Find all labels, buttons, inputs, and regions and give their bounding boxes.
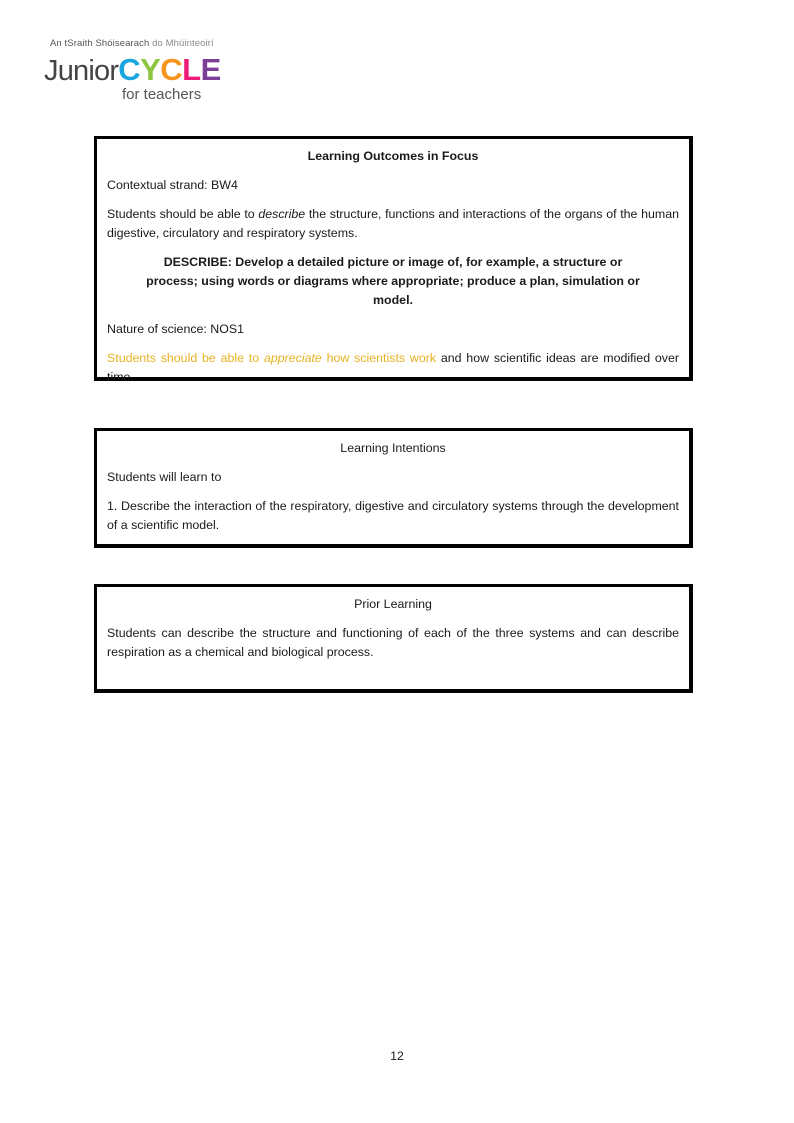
nos-text-emphasis: appreciate bbox=[263, 351, 322, 365]
lo-text-emphasis: describe bbox=[258, 207, 306, 221]
contextual-strand: Contextual strand: BW4 bbox=[107, 178, 238, 192]
logo-tagline-light: do Mhúinteoirí bbox=[152, 38, 214, 49]
prior-learning-box bbox=[94, 584, 693, 693]
logo-cycle bbox=[118, 52, 221, 87]
nos-text-pre: Students should be able to bbox=[107, 351, 264, 365]
logo-cycle-letter: C bbox=[160, 52, 183, 87]
prior-learning-title: Prior Learning bbox=[354, 597, 432, 611]
learning-intentions-box bbox=[94, 428, 693, 548]
lo-text-post: the structure, functions and interactions of the organs of the human digestive, circulatory and respiratory systems. bbox=[107, 207, 679, 240]
learning-intentions-title: Learning Intentions bbox=[340, 441, 446, 455]
nos-outcome-text bbox=[107, 349, 679, 387]
nature-of-science: Nature of science: NOS1 bbox=[107, 322, 245, 336]
logo-cycle-letter: C bbox=[118, 52, 141, 87]
learning-intention-item: 1. Describe the interaction of the respiratory, digestive and circulatory systems through the development of a scientific model. bbox=[107, 499, 679, 532]
nos-text-highlight: how scientists work bbox=[321, 351, 437, 365]
logo-cycle-letter: L bbox=[182, 52, 201, 87]
learning-intentions-intro: Students will learn to bbox=[107, 470, 222, 484]
logo-cycle-letter: E bbox=[200, 52, 221, 87]
logo-tagline-main: An tSraith Shóisearach bbox=[50, 38, 150, 49]
logo-tagline bbox=[50, 38, 214, 49]
learning-outcome-text bbox=[107, 205, 679, 243]
prior-learning-text: Students can describe the structure and functioning of each of the three systems and can describe respiration as a chemical and biological process. bbox=[107, 626, 679, 659]
learning-outcomes-title: Learning Outcomes in Focus bbox=[307, 149, 479, 163]
page-number: 12 bbox=[390, 1049, 404, 1063]
logo-junior: Junior bbox=[44, 55, 119, 87]
logo-cycle-letter: Y bbox=[140, 52, 161, 87]
junior-cycle-logo bbox=[44, 38, 244, 104]
lo-text-pre: Students should be able to bbox=[107, 207, 259, 221]
learning-outcomes-box bbox=[94, 136, 693, 384]
describe-definition: DESCRIBE: Develop a detailed picture or image of, for example, a structure or process; using words or diagrams where appropriate; produce a plan, simulation or model. bbox=[146, 255, 640, 307]
logo-for-teachers: for teachers bbox=[122, 86, 202, 103]
nos-text-post: and how scientific ideas are modified over time. bbox=[107, 351, 679, 384]
